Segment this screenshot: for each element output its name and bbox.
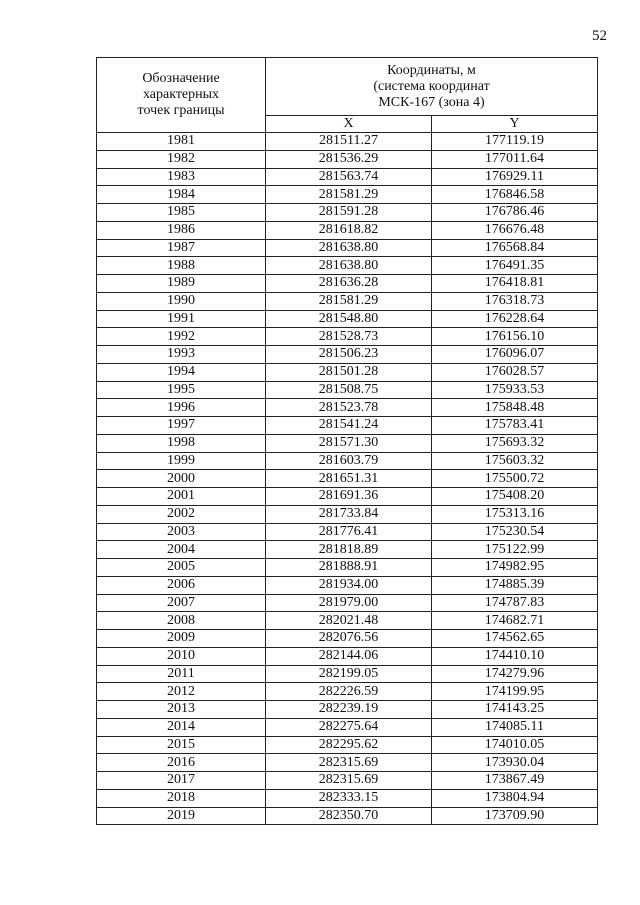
point-id-cell: 2010 <box>97 647 266 665</box>
point-id-cell: 2009 <box>97 630 266 648</box>
y-coordinate-cell: 173867.49 <box>432 772 598 790</box>
y-coordinate-cell: 174982.95 <box>432 559 598 577</box>
table-row <box>97 150 598 168</box>
table-row <box>97 257 598 275</box>
x-coordinate-cell: 281548.80 <box>266 310 432 328</box>
x-coordinate-cell: 281888.91 <box>266 559 432 577</box>
y-coordinate-cell: 176929.11 <box>432 168 598 186</box>
y-coordinate-cell: 174010.05 <box>432 736 598 754</box>
table-row <box>97 133 598 151</box>
table-row <box>97 612 598 630</box>
x-coordinate-cell: 281581.29 <box>266 186 432 204</box>
table-row <box>97 559 598 577</box>
x-coordinate-cell: 281818.89 <box>266 541 432 559</box>
y-coordinate-cell: 175783.41 <box>432 417 598 435</box>
x-coordinate-cell: 281691.36 <box>266 488 432 506</box>
y-coordinate-cell: 176786.46 <box>432 204 598 222</box>
y-coordinate-cell: 173804.94 <box>432 789 598 807</box>
table-row <box>97 399 598 417</box>
table-row <box>97 789 598 807</box>
table-row <box>97 647 598 665</box>
x-coordinate-cell: 282076.56 <box>266 630 432 648</box>
table-row <box>97 363 598 381</box>
y-coordinate-cell: 175603.32 <box>432 452 598 470</box>
y-coordinate-cell: 175313.16 <box>432 505 598 523</box>
y-coordinate-cell: 174279.96 <box>432 665 598 683</box>
table-row <box>97 239 598 257</box>
x-coordinate-cell: 282021.48 <box>266 612 432 630</box>
header-point-designation <box>97 58 266 133</box>
table-row <box>97 292 598 310</box>
y-coordinate-cell: 176318.73 <box>432 292 598 310</box>
point-id-cell: 1985 <box>97 204 266 222</box>
x-coordinate-cell: 281563.74 <box>266 168 432 186</box>
x-coordinate-cell: 281776.41 <box>266 523 432 541</box>
header-coordinates-text: Координаты, м (система координат МСК-167 (зона 4) <box>373 62 490 110</box>
table-body <box>97 133 598 825</box>
y-coordinate-cell: 175408.20 <box>432 488 598 506</box>
table-row <box>97 328 598 346</box>
y-coordinate-cell: 174410.10 <box>432 647 598 665</box>
x-coordinate-cell: 282199.05 <box>266 665 432 683</box>
point-id-cell: 1989 <box>97 275 266 293</box>
table-row <box>97 452 598 470</box>
y-coordinate-cell: 176568.84 <box>432 239 598 257</box>
y-coordinate-cell: 175848.48 <box>432 399 598 417</box>
table-row <box>97 772 598 790</box>
y-coordinate-cell: 175500.72 <box>432 470 598 488</box>
point-id-cell: 2006 <box>97 576 266 594</box>
point-id-cell: 1988 <box>97 257 266 275</box>
y-coordinate-cell: 173709.90 <box>432 807 598 825</box>
table-row <box>97 701 598 719</box>
point-id-cell: 2016 <box>97 754 266 772</box>
point-id-cell: 2011 <box>97 665 266 683</box>
y-coordinate-cell: 174787.83 <box>432 594 598 612</box>
point-id-cell: 2004 <box>97 541 266 559</box>
x-coordinate-cell: 281511.27 <box>266 133 432 151</box>
point-id-cell: 1994 <box>97 363 266 381</box>
point-id-cell: 1990 <box>97 292 266 310</box>
x-coordinate-cell: 281581.29 <box>266 292 432 310</box>
y-coordinate-cell: 177011.64 <box>432 150 598 168</box>
y-coordinate-cell: 176156.10 <box>432 328 598 346</box>
point-id-cell: 2012 <box>97 683 266 701</box>
y-coordinate-cell: 174199.95 <box>432 683 598 701</box>
y-coordinate-cell: 176418.81 <box>432 275 598 293</box>
point-id-cell: 1995 <box>97 381 266 399</box>
point-id-cell: 1982 <box>97 150 266 168</box>
point-id-cell: 1986 <box>97 221 266 239</box>
y-coordinate-cell: 177119.19 <box>432 133 598 151</box>
x-coordinate-cell: 281651.31 <box>266 470 432 488</box>
header-point-designation-text: Обозначение характерных точек границы <box>137 71 225 118</box>
table-row <box>97 168 598 186</box>
x-coordinate-cell: 281506.23 <box>266 346 432 364</box>
x-coordinate-cell: 282350.70 <box>266 807 432 825</box>
point-id-cell: 2002 <box>97 505 266 523</box>
point-id-cell: 2017 <box>97 772 266 790</box>
point-id-cell: 2005 <box>97 559 266 577</box>
y-coordinate-cell: 175693.32 <box>432 434 598 452</box>
table-row <box>97 665 598 683</box>
x-coordinate-cell: 282144.06 <box>266 647 432 665</box>
point-id-cell: 1984 <box>97 186 266 204</box>
y-coordinate-cell: 176491.35 <box>432 257 598 275</box>
table-row <box>97 470 598 488</box>
point-id-cell: 2001 <box>97 488 266 506</box>
x-coordinate-cell: 281733.84 <box>266 505 432 523</box>
header-coordinates <box>266 58 598 116</box>
table-row <box>97 754 598 772</box>
point-id-cell: 2014 <box>97 718 266 736</box>
table-row <box>97 541 598 559</box>
point-id-cell: 1991 <box>97 310 266 328</box>
header-x: X <box>266 116 432 133</box>
y-coordinate-cell: 174143.25 <box>432 701 598 719</box>
point-id-cell: 2000 <box>97 470 266 488</box>
table-row <box>97 505 598 523</box>
point-id-cell: 1999 <box>97 452 266 470</box>
x-coordinate-cell: 282239.19 <box>266 701 432 719</box>
y-coordinate-cell: 173930.04 <box>432 754 598 772</box>
x-coordinate-cell: 282295.62 <box>266 736 432 754</box>
table-row <box>97 718 598 736</box>
point-id-cell: 1997 <box>97 417 266 435</box>
point-id-cell: 2013 <box>97 701 266 719</box>
x-coordinate-cell: 281618.82 <box>266 221 432 239</box>
point-id-cell: 2015 <box>97 736 266 754</box>
x-coordinate-cell: 281501.28 <box>266 363 432 381</box>
x-coordinate-cell: 282275.64 <box>266 718 432 736</box>
x-coordinate-cell: 282315.69 <box>266 754 432 772</box>
table-row <box>97 186 598 204</box>
point-id-cell: 1993 <box>97 346 266 364</box>
coordinates-table <box>96 57 598 825</box>
point-id-cell: 2018 <box>97 789 266 807</box>
table-row <box>97 434 598 452</box>
point-id-cell: 1983 <box>97 168 266 186</box>
table-row <box>97 736 598 754</box>
x-coordinate-cell: 281979.00 <box>266 594 432 612</box>
x-coordinate-cell: 281508.75 <box>266 381 432 399</box>
point-id-cell: 1981 <box>97 133 266 151</box>
table-row <box>97 683 598 701</box>
y-coordinate-cell: 176028.57 <box>432 363 598 381</box>
x-coordinate-cell: 281638.80 <box>266 239 432 257</box>
table-row <box>97 594 598 612</box>
y-coordinate-cell: 174885.39 <box>432 576 598 594</box>
table-row <box>97 523 598 541</box>
page-number: 52 <box>592 28 607 44</box>
table-row <box>97 488 598 506</box>
point-id-cell: 2007 <box>97 594 266 612</box>
x-coordinate-cell: 282333.15 <box>266 789 432 807</box>
x-coordinate-cell: 281636.28 <box>266 275 432 293</box>
y-coordinate-cell: 175122.99 <box>432 541 598 559</box>
x-coordinate-cell: 281934.00 <box>266 576 432 594</box>
table-row <box>97 204 598 222</box>
table-row <box>97 630 598 648</box>
point-id-cell: 1992 <box>97 328 266 346</box>
point-id-cell: 2003 <box>97 523 266 541</box>
table-row <box>97 576 598 594</box>
point-id-cell: 2008 <box>97 612 266 630</box>
x-coordinate-cell: 281638.80 <box>266 257 432 275</box>
table-row <box>97 807 598 825</box>
table-row <box>97 310 598 328</box>
point-id-cell: 1996 <box>97 399 266 417</box>
table-header <box>97 58 598 133</box>
y-coordinate-cell: 174682.71 <box>432 612 598 630</box>
x-coordinate-cell: 281541.24 <box>266 417 432 435</box>
x-coordinate-cell: 281536.29 <box>266 150 432 168</box>
point-id-cell: 2019 <box>97 807 266 825</box>
x-coordinate-cell: 281591.28 <box>266 204 432 222</box>
x-coordinate-cell: 281571.30 <box>266 434 432 452</box>
y-coordinate-cell: 175230.54 <box>432 523 598 541</box>
y-coordinate-cell: 176676.48 <box>432 221 598 239</box>
y-coordinate-cell: 176228.64 <box>432 310 598 328</box>
y-coordinate-cell: 174085.11 <box>432 718 598 736</box>
point-id-cell: 1987 <box>97 239 266 257</box>
x-coordinate-cell: 282226.59 <box>266 683 432 701</box>
table-row <box>97 275 598 293</box>
point-id-cell: 1998 <box>97 434 266 452</box>
x-coordinate-cell: 281523.78 <box>266 399 432 417</box>
y-coordinate-cell: 176096.07 <box>432 346 598 364</box>
y-coordinate-cell: 174562.65 <box>432 630 598 648</box>
table-row <box>97 381 598 399</box>
x-coordinate-cell: 281528.73 <box>266 328 432 346</box>
table-row <box>97 417 598 435</box>
y-coordinate-cell: 175933.53 <box>432 381 598 399</box>
table-row <box>97 346 598 364</box>
x-coordinate-cell: 282315.69 <box>266 772 432 790</box>
x-coordinate-cell: 281603.79 <box>266 452 432 470</box>
header-y: Y <box>432 116 598 133</box>
y-coordinate-cell: 176846.58 <box>432 186 598 204</box>
table-row <box>97 221 598 239</box>
